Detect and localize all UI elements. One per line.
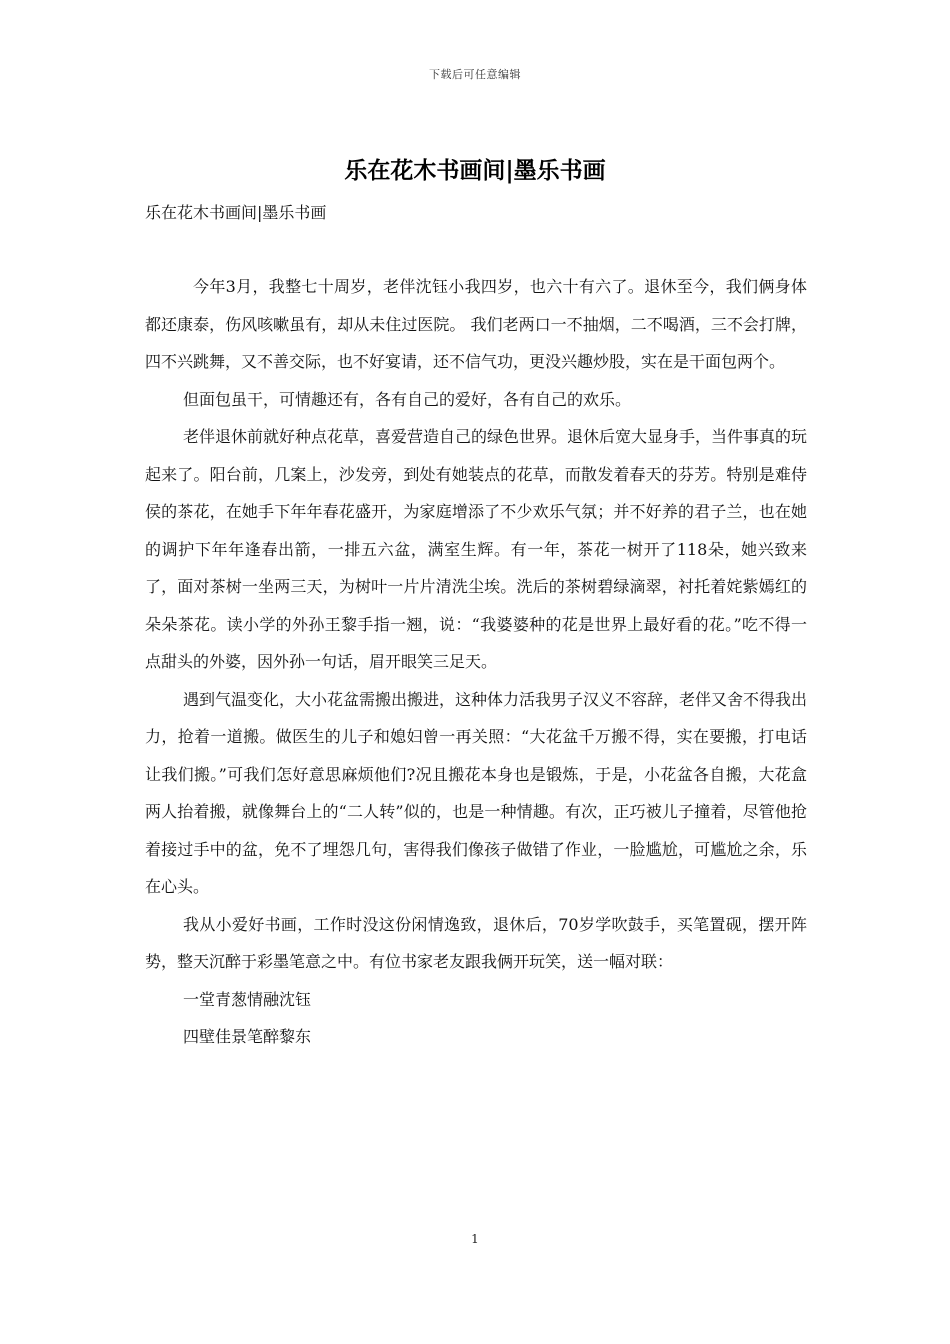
couplet-line-lower: 四壁佳景笔醉黎东 — [183, 1027, 312, 1046]
article-body — [145, 268, 807, 1056]
paragraph: 老伴退休前就好种点花草，喜爱营造自己的绿色世界。退休后宽大显身手，当件事真的玩起来了。阳台前，几案上，沙发旁，到处有她装点的花草，而散发着春天的芬芳。特别是难侍侯的茶花，在她手下年年春花盛开，为家庭增添了不少欢乐气氛；并不好养的君子兰，也在她的调护下年年逢春出箭，一排五六盆，满室生辉。有一年，茶花一树开了118朵，她兴致来了，面对茶树一坐两三天，为树叶一片片清洗尘埃。洗后的茶树碧绿滴翠，衬托着姹紫嫣红的朵朵茶花。读小学的外孙王黎手指一翘，说：“我婆婆种的花是世界上最好看的花。”吃不得一点甜头的外婆，因外孙一句话，眉开眼笑三足天。 — [145, 427, 808, 671]
paragraph: 今年3月，我整七十周岁，老伴沈钰小我四岁，也六十有六了。退休至今，我们俩身体都还康泰，伤风咳嗽虽有，却从未住过医院。 我们老两口一不抽烟，二不喝酒，三不会打牌，四不兴跳舞，又不善交际，也不好宴请，还不信气功，更没兴趣炒股，实在是干面包两个。 — [145, 277, 807, 371]
page-number: 1 — [471, 1232, 479, 1246]
paragraph: 我从小爱好书画，工作时没这份闲情逸致，退休后，70岁学吹鼓手，买笔置砚，摆开阵势，整天沉醉于彩墨笔意之中。有位书家老友跟我俩开玩笑，送一幅对联： — [145, 914, 807, 971]
document-subtitle: 乐在花木书画间|墨乐书画 — [145, 203, 327, 222]
paragraph: 但面包虽干，可情趣还有，各有自己的爱好，各有自己的欢乐。 — [183, 389, 632, 409]
paragraph: 遇到气温变化，大小花盆需搬出搬进，这种体力活我男子汉义不容辞，老伴又舍不得我出力，抢着一道搬。做医生的儿子和媳妇曾一再关照：“大花盆千万搬不得，实在要搬，打电话让我们搬。”可我们怎好意思麻烦他们?况且搬花本身也是锻炼，于是，小花盆各自搬，大花盒两人抬着搬，就像舞台上的“二人转”似的，也是一种情趣。有次，正巧被儿子撞着，尽管他抢着接过手中的盆，免不了埋怨几句，害得我们像孩子做错了作业，一脸尴尬，可尴尬之余，乐在心头。 — [145, 689, 808, 896]
document-title: 乐在花木书画间|墨乐书画 — [344, 157, 606, 184]
couplet-line-upper: 一堂青葱情融沈钰 — [183, 989, 312, 1009]
header-note: 下载后可任意编辑 — [429, 68, 521, 81]
